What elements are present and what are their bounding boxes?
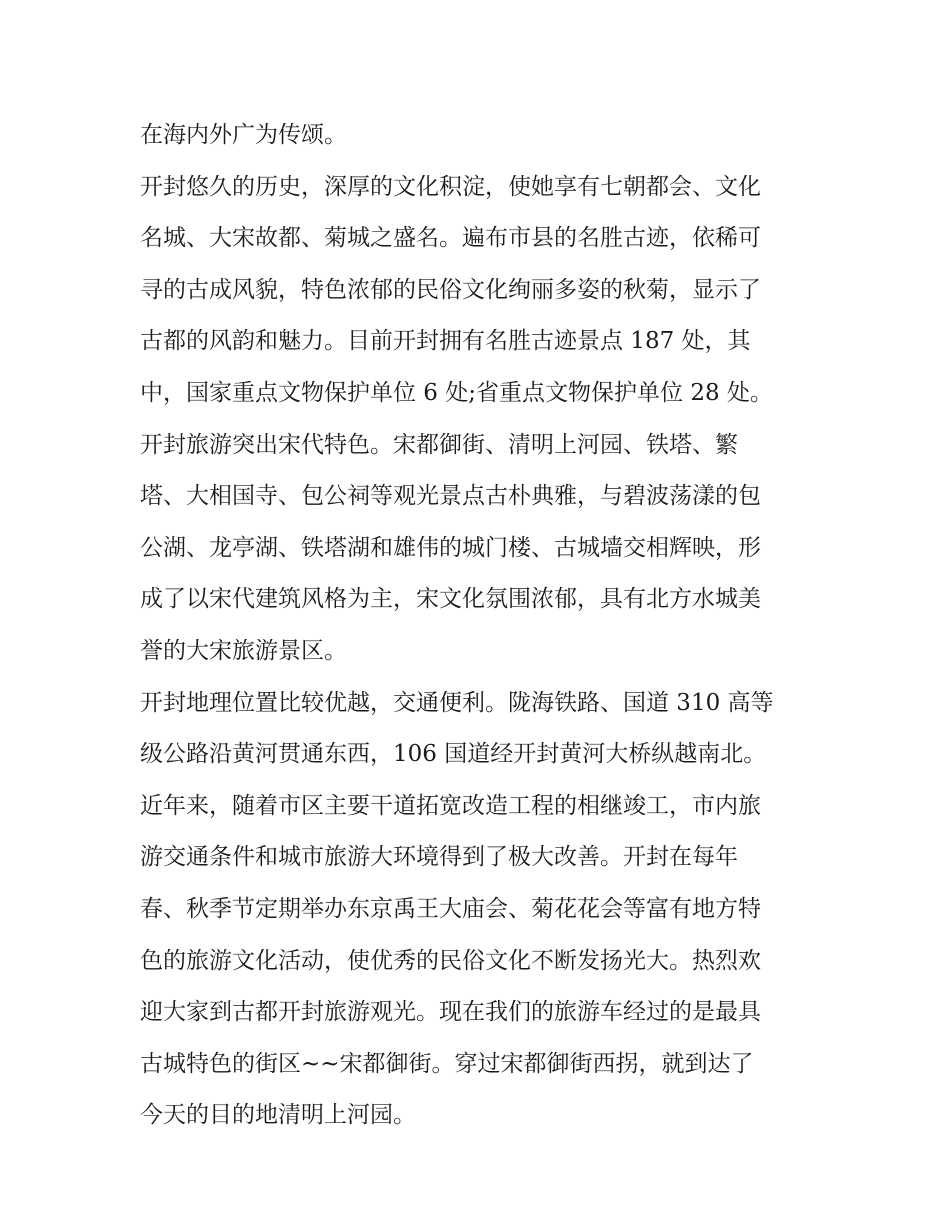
text-line: 开封地理位置比较优越，交通便利。陇海铁路、国道 310 高等 xyxy=(140,689,774,716)
text-line: 寻的古成风貌，特色浓郁的民俗文化绚丽多姿的秋菊，显示了 xyxy=(140,276,761,303)
text-line: 公湖、龙亭湖、铁塔湖和雄伟的城门楼、古城墙交相辉映，形 xyxy=(140,534,761,561)
text-line: 迎大家到古都开封旅游观光。现在我们的旅游车经过的是最具 xyxy=(140,999,761,1026)
text-line: 级公路沿黄河贯通东西，106 国道经开封黄河大桥纵越南北。 xyxy=(140,741,767,768)
text-line: 开封悠久的历史，深厚的文化积淀，使她享有七朝都会、文化 xyxy=(140,173,761,200)
text-line: 色的旅游文化活动，使优秀的民俗文化不断发扬光大。热烈欢 xyxy=(140,947,761,974)
text-line: 春、秋季节定期举办东京禹王大庙会、菊花花会等富有地方特 xyxy=(140,895,761,922)
text-line: 成了以宋代建筑风格为主，宋文化氛围浓郁，具有北方水城美 xyxy=(140,586,761,613)
body-text xyxy=(140,110,820,1142)
text-line: 在海内外广为传颂。 xyxy=(140,122,347,148)
text-line: 名城、大宋故都、菊城之盛名。遍布市县的名胜古迹，依稀可 xyxy=(140,225,761,252)
text-line: 近年来，随着市区主要干道拓宽改造工程的相继竣工，市内旅 xyxy=(140,792,761,819)
text-line: 塔、大相国寺、包公祠等观光景点古朴典雅，与碧波荡漾的包 xyxy=(140,483,761,510)
text-line: 中，国家重点文物保护单位 6 处;省重点文物保护单位 28 处。 xyxy=(140,379,773,406)
text-line: 游交通条件和城市旅游大环境得到了极大改善。开封在每年 xyxy=(140,844,738,871)
text-line: 誉的大宋旅游景区。 xyxy=(140,637,347,664)
text-line: 古城特色的街区~~宋都御街。穿过宋都御街西拐，就到达了 xyxy=(140,1050,754,1077)
text-line: 今天的目的地清明上河园。 xyxy=(140,1102,416,1129)
text-line: 开封旅游突出宋代特色。宋都御街、清明上河园、铁塔、繁 xyxy=(140,431,738,458)
text-line: 古都的风韵和魅力。目前开封拥有名胜古迹景点 187 处，其 xyxy=(140,328,751,355)
